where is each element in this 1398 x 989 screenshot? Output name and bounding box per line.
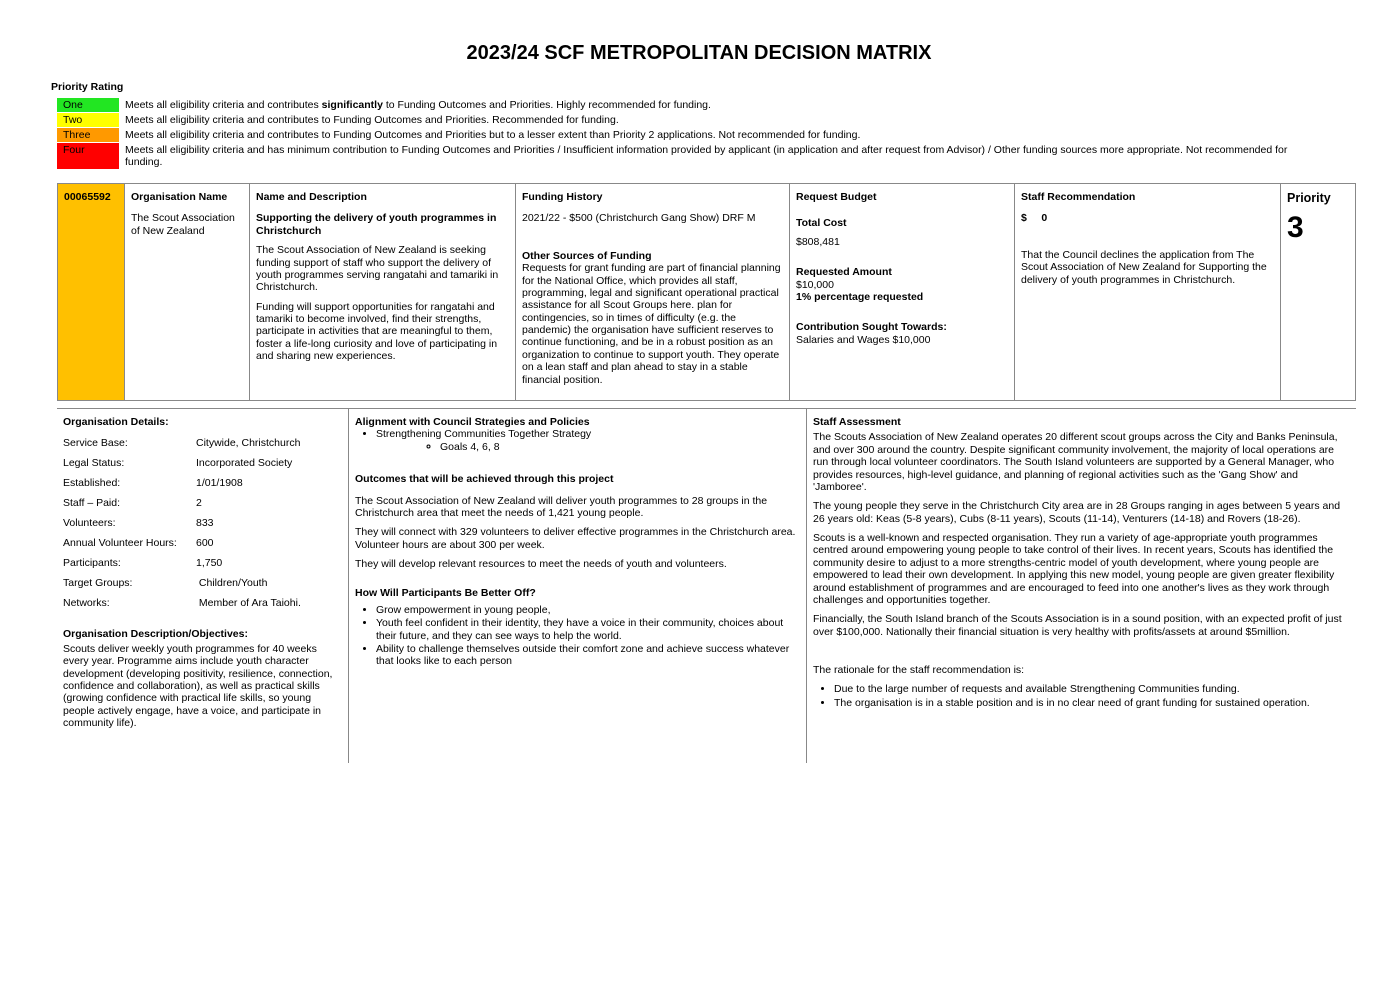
priority-swatch-three: Three: [57, 128, 119, 142]
org-detail-row: [63, 437, 343, 449]
requested-amount-value: $10,000: [796, 278, 834, 291]
better-off-list: [355, 604, 801, 668]
detail-value: 1/01/1908: [196, 477, 243, 490]
org-name-cell: [125, 184, 250, 400]
org-description-heading: Organisation Description/Objectives:: [63, 627, 248, 640]
section-divider: [57, 408, 1356, 409]
alignment-heading: Alignment with Council Strategies and Policies: [355, 416, 590, 428]
contribution-label: Contribution Sought Towards:: [796, 321, 947, 334]
priority-cell: [1281, 184, 1355, 400]
detail-value: Children/Youth: [196, 577, 268, 590]
assessment-paragraph: Financially, the South Island branch of the Scouts Association is in a sound position, with an expected profit of just over $100,000. Nationally their financial situation is very healthy with profits/assets at around $5million.: [813, 613, 1342, 638]
priority-desc-two: Meets all eligibility criteria and contributes to Funding Outcomes and Priorities. Recommended for funding.: [125, 114, 619, 126]
assessment-paragraph: The Scouts Association of New Zealand operates 20 different scout groups across the City and Banks Peninsula, and over 300 around the country. Despite significant community involvement, the majority of local operations are run through local volunteer coordinators. The South Island volunteers are supported by a General Manager, who provides resources, high-level guidance, and planning of regional activities such as the 'Gang Show' and 'Jamboree'.: [813, 431, 1338, 493]
priority-value: 3: [1287, 210, 1304, 244]
priority-rating-heading: Priority Rating: [51, 81, 124, 93]
total-cost-label: Total Cost: [796, 217, 847, 230]
strategy-list: [355, 428, 801, 453]
staff-recommendation-amount: $ 0: [1021, 212, 1048, 225]
detail-label: Staff – Paid:: [63, 497, 121, 510]
outcomes-heading: Outcomes that will be achieved through this project: [355, 473, 614, 486]
column-divider-1: [348, 409, 349, 763]
better-off-item: • Ability to challenge themselves outside their comfort zone and achieve success whatever that looks like to each person: [376, 643, 801, 668]
detail-value: Citywide, Christchurch: [196, 437, 301, 450]
total-cost-value: $808,481: [796, 235, 840, 248]
outcome-paragraph: They will develop relevant resources to meet the needs of youth and volunteers.: [355, 558, 727, 570]
assessment-paragraph: The young people they serve in the Christchurch City area are in 28 Groups ranging in ages between 5 years and 26 years old: Keas (5-8 years), Cubs (8-11 years), Scouts (11-14), Venturers (14-18) and Rovers (18-26).: [813, 500, 1341, 525]
name-description-cell: [250, 184, 516, 400]
detail-label: Legal Status:: [63, 457, 125, 470]
outcome-paragraph: The Scout Association of New Zealand will deliver youth programmes to 28 groups in the Christchurch area that meet the needs of 1,421 young people.: [355, 494, 768, 519]
priority-desc-one: Meets all eligibility criteria and contributes significantly to Funding Outcomes and Priorities. Highly recommended for funding.: [125, 99, 711, 111]
detail-label: Volunteers:: [63, 517, 116, 530]
priority-swatch-four: Four: [57, 143, 119, 169]
org-detail-row: [63, 577, 343, 589]
priority-row-three: [57, 128, 1305, 142]
org-name: The Scout Association of New Zealand: [131, 212, 235, 237]
funding-history-cell: [516, 184, 790, 400]
detail-label: Networks:: [63, 597, 110, 610]
detail-value: Incorporated Society: [196, 457, 293, 470]
org-detail-row: [63, 497, 343, 509]
org-details-heading: Organisation Details:: [63, 416, 169, 428]
alignment-column: [355, 416, 801, 669]
project-description-2: Funding will support opportunities for rangatahi and tamariki to become involved, find their strengths, participate in activities that are meaningful to them, foster a life-long curiosity and love of participating in and sharing new experiences.: [256, 300, 498, 363]
staff-assessment-heading: Staff Assessment: [813, 416, 901, 428]
priority-row-two: [57, 113, 1305, 127]
detail-label: Service Base:: [63, 437, 128, 450]
org-detail-row: [63, 557, 343, 569]
org-detail-row: [63, 597, 343, 609]
strategy-item: • Strengthening Communities Together Strategy ◦ Goals 4, 6, 8: [376, 428, 801, 453]
rationale-item: • The organisation is in a stable position and is in no clear need of grant funding for sustained operation.: [834, 697, 1350, 709]
goals-list: [376, 441, 801, 453]
page-title: 2023/24 SCF METROPOLITAN DECISION MATRIX: [466, 42, 932, 64]
staff-recommendation-text: That the Council declines the application from The Scout Association of New Zealand for Supporting the delivery of youth programmes in Christchurch.: [1021, 248, 1267, 286]
priority-row-four: [57, 143, 1305, 169]
better-off-item: • Grow empowerment in young people,: [376, 604, 801, 616]
org-details-column: [63, 416, 343, 730]
rationale-item: • Due to the large number of requests and available Strengthening Communities funding.: [834, 683, 1350, 695]
detail-value: 1,750: [196, 557, 223, 570]
detail-value: Member of Ara Taiohi.: [196, 597, 301, 610]
request-budget-header: Request Budget: [796, 191, 877, 203]
column-divider-2: [806, 409, 807, 763]
detail-value: 833: [196, 517, 214, 530]
requested-amount-label: Requested Amount: [796, 266, 892, 279]
org-detail-row: [63, 517, 343, 529]
other-sources-header: Other Sources of Funding: [522, 249, 652, 262]
staff-recommendation-header: Staff Recommendation: [1021, 191, 1136, 203]
detail-label: Target Groups:: [63, 577, 133, 590]
priority-desc-four: Meets all eligibility criteria and has minimum contribution to Funding Outcomes and Priorities / Insufficient information provided by applicant (in application and after request from Advisor) / Other funding sources more appropriate. Not recommended for funding.: [125, 144, 1288, 168]
priority-row-one: [57, 98, 1305, 112]
org-name-header: Organisation Name: [131, 191, 228, 203]
org-detail-row: [63, 477, 343, 489]
priority-swatch-two: Two: [57, 113, 119, 127]
rationale-list: [813, 683, 1350, 709]
other-sources-text: Requests for grant funding are part of financial planning for the National Office, which provides all staff, programming, legal and significant operational practical assistance for all Scout Groups here. plan for contingencies, so in times of difficulty (e.g. the pandemic) the organisation have sufficient reserves to continue functioning, and be in a robust position as an organization to continue to support youth. They operate on a lean staff and plan ahead to stay in a stable financial position.: [522, 262, 781, 386]
better-off-item: • Youth feel confident in their identity, they have a voice in their community, choices about their future, and they can see ways to help the world.: [376, 617, 801, 642]
funding-history-header: Funding History: [522, 191, 603, 203]
detail-value: 2: [196, 497, 202, 510]
rationale-intro: The rationale for the staff recommendation is:: [813, 664, 1025, 676]
detail-label: Participants:: [63, 557, 121, 570]
priority-label: Priority: [1287, 191, 1331, 205]
org-description-text: Scouts deliver weekly youth programmes for 40 weeks every year. Programme aims include youth character development (developing positivity, resilience, connection, confidence and collaboration), as well as practical skills (growing confidence with practical life skills, so young people actively engage, have a voice, and participate in community life).: [63, 642, 333, 730]
staff-recommendation-cell: [1015, 184, 1281, 400]
contribution-value: Salaries and Wages $10,000: [796, 333, 931, 346]
assessment-paragraph: Scouts is a well-known and respected organisation. They run a variety of age-appropriate youth programmes centred around empowering young people to take control of their lives. In recent years, Scouts has identified the community desire to adjust to a more strengths-centric model of youth development, where young people are empowered to lead their own development. In applying this new model, young people are given greater flexibility around establishment of programmes and are encouraged to feed into one another's lives as they work through challenges and opportunities together.: [813, 532, 1335, 606]
outcome-paragraph: They will connect with 329 volunteers to deliver effective programmes in the Christchurch area. Volunteer hours are about 300 per week.: [355, 526, 796, 551]
priority-desc-three: Meets all eligibility criteria and contributes to Funding Outcomes and Priorities but to a lesser extent than Priority 2 applications. Not recommended for funding.: [125, 129, 861, 141]
org-detail-row: [63, 537, 343, 549]
better-off-heading: How Will Participants Be Better Off?: [355, 587, 536, 600]
detail-value: 600: [196, 537, 214, 550]
request-budget-cell: [790, 184, 1015, 400]
application-id: 00065592: [58, 184, 125, 400]
project-title: Supporting the delivery of youth programmes in Christchurch: [256, 212, 497, 237]
funding-history-entry: 2021/22 - $500 (Christchurch Gang Show) DRF M: [522, 212, 756, 225]
detail-label: Established:: [63, 477, 121, 490]
goals-item: ◦ Goals 4, 6, 8: [440, 441, 801, 453]
name-description-header: Name and Description: [256, 191, 367, 203]
application-summary-table: [57, 183, 1356, 401]
project-description-1: The Scout Association of New Zealand is seeking funding support of staff who support the delivery of youth programmes serving rangatahi and tamariki in Christchurch.: [256, 244, 499, 294]
org-detail-row: [63, 457, 343, 469]
staff-assessment-column: [813, 416, 1350, 710]
priority-swatch-one: One: [57, 98, 119, 112]
detail-label: Annual Volunteer Hours:: [63, 537, 177, 550]
percentage-requested: 1% percentage requested: [796, 290, 924, 303]
